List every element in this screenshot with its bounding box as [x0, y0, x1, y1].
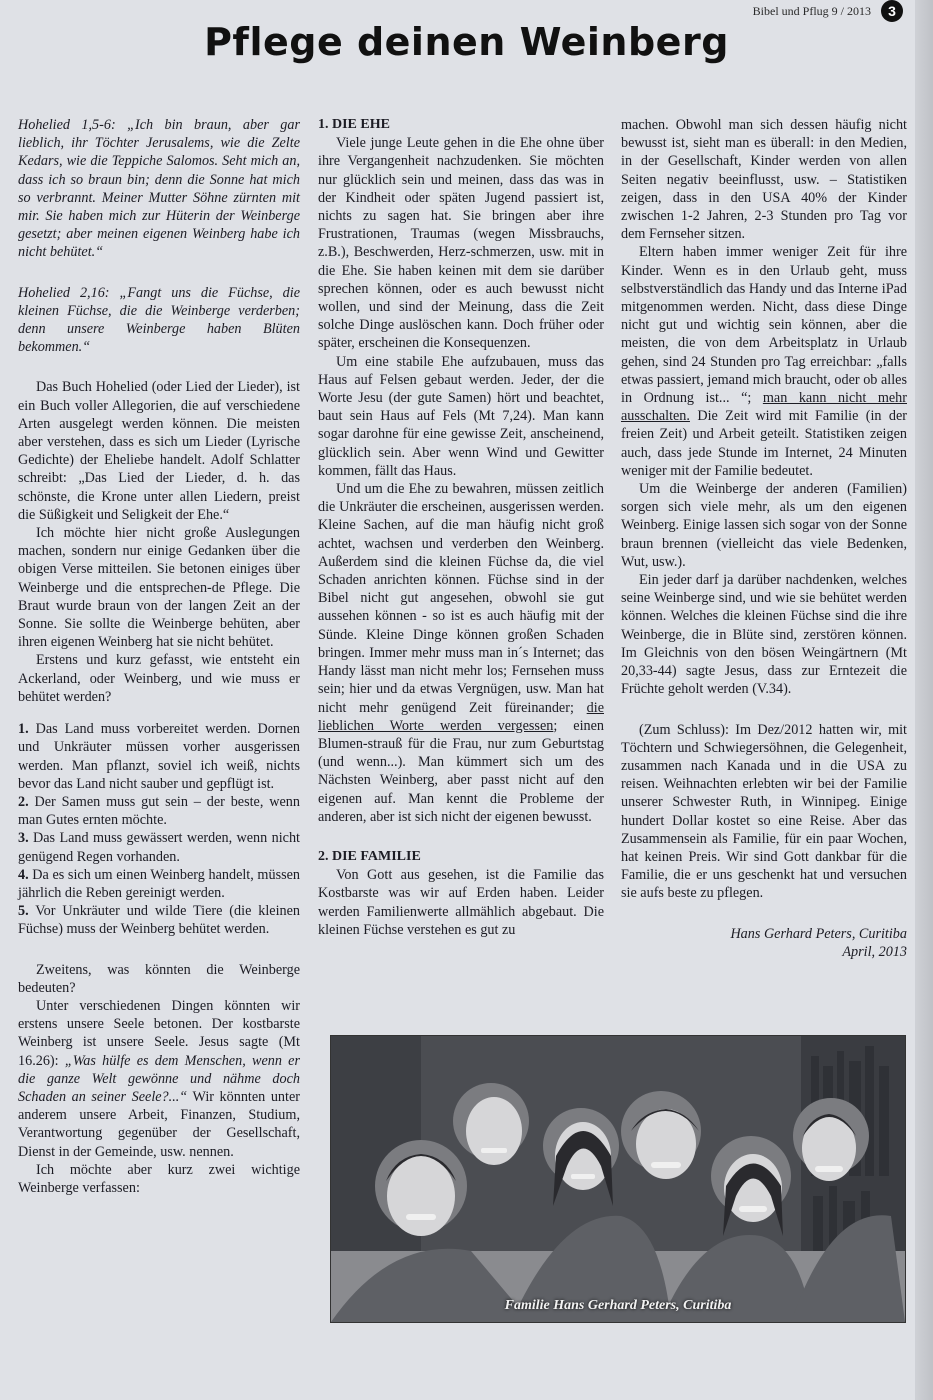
- list-item: 4. Da es sich um einen Weinberg handelt, müssen jährlich die Reben gereinigt werden.: [18, 866, 300, 901]
- list-item: 3. Das Land muss gewässert werden, wenn nicht genügend Regen vorhanden.: [18, 830, 300, 865]
- paragraph: Viele junge Leute gehen in die Ehe ohne über ihre Vergangenheit nachzudenken. Sie möchten nur glücklich sein und meinen, dass das was in der Kindheit oder späten Jugend passiert ist, nichts zu sagen hat. Sie bringen aber ihre Frustrationen, Traumas (wegen Missbrauchs, z.B.), Beschwerden, Herz-schmerzen, usw. mit in die Ehe. Sie haben keinen mit dem sie darüber sprechen können, oder es auch bewusst nicht wollen, und sind der Meinung, dass die Zeit solche Dinge auslöschen kann. Doch früher oder später, erscheinen die Konsequenzen.: [318, 135, 604, 352]
- paragraph: machen. Obwohl man sich dessen häufig nicht bewusst ist, sieht man es überall: in den Medien, in der Gesellschaft, Kinder werden von allen Seiten negativ beeinflusst, usw. – Statistiken zeigen, dass in den USA 40% der Kinder zwischen 1-2 Jahren, 2-3 Stunden pro Tag vor dem Fernseher sitzen.: [621, 117, 907, 243]
- family-photo: [330, 1035, 906, 1323]
- section-heading-familie: 2. DIE FAMILIE: [318, 848, 421, 864]
- paragraph: Eltern haben immer weniger Zeit für ihre Kinder. Wenn es in den Urlaub geht, muss selbstverständlich das Handy und das Interne iPad mitgenommen werden. Nicht, dass diese Dinge nicht gut und wichtig sein können, aber die meisten, die von dem Arbeitsplatz in Urlaub gehen, sind 24 Stunden pro Tag erreichbar: „falls etwas passiert, jemand mich braucht, oder ob alles in Ordnung ist... “; man kann nicht mehr ausschalten. Die Zeit wird mit Familie (in der freien Zeit) und Arbeit geteilt. Statistiken zeigen auch, dass jede Stunde im Internet, 24 Minuten weniger mit der Familie bedeutet.: [621, 244, 907, 479]
- paragraph: Ein jeder darf ja darüber nachdenken, welches seine Weinberge sind, und wie sie behütet werden können. Welches die kleinen Füchse sind die ihre Weinberge, die in Blüte sind, zerstören können. Im Gleichnis von den bösen Weingärtnern (Mt 20,33-44) sagte Jesus, dass zur Erntezeit die Früchte geholt werden (V.34).: [621, 572, 907, 698]
- author-signature: Hans Gerhard Peters, Curitiba: [730, 925, 907, 942]
- section-heading-ehe: 1. DIE EHE: [318, 117, 390, 132]
- numbered-list: [18, 720, 300, 938]
- signature-date: April, 2013: [842, 943, 907, 960]
- column-middle: [318, 116, 604, 939]
- list-item: 1. Das Land muss vorbereitet werden. Dornen und Unkräuter müssen vorher ausgerissen werden. Man pflanzt, soviel ich weiß, nichts bevor das Land nicht sauber und gepflügt ist.: [18, 721, 300, 792]
- paragraph: Um eine stabile Ehe aufzubauen, muss das Haus auf Felsen gebaut werden. Jeder, der die Worte Jesu (der gute Samen) hört und beachtet, baut sein Haus auf Fels (Mt 7,24). Man kann sogar darohne für eine gewisse Zeit, anscheinend, glücklich sein. Aber wenn Wind und Gewitter kommen, fällt das Haus.: [318, 353, 604, 479]
- page-edge: [915, 0, 933, 1400]
- photo-caption: Familie Hans Gerhard Peters, Curitiba: [504, 1298, 732, 1313]
- list-item: 5. Vor Unkräuter und wilde Tiere (die kleinen Füchse) muss der Weinberg behütet werden.: [18, 903, 300, 938]
- page-number-badge: 3: [881, 0, 903, 22]
- issue-info: Bibel und Pflug 9 / 2013: [752, 4, 871, 18]
- paragraph: Ich möchte aber kurz zwei wichtige Weinberge verfassen:: [18, 1161, 300, 1196]
- column-right: [621, 116, 907, 961]
- paragraph: Ich möchte hier nicht große Auslegungen machen, sondern nur einige Gedanken über die obigen Verse mitteilen. Sie betonen einiges über Weinberge und die entsprechen-de Pflege. Die Braut wurde braun von der langen Zeit an der Sonne. Sie sollte die Weinberge behüten, aber ihren eigenen Weinberg hat sie nicht behütet.: [18, 525, 300, 651]
- paragraph: Um die Weinberge der anderen (Familien) sorgen sich viele mehr, als um den eigenen Weinberg. Einige lassen sich sogar von der Sonne braun brennen (vielleicht das viele Bedenken, Wut, usw.).: [621, 481, 907, 570]
- paragraph: Zweitens, was könnten die Weinberge bedeuten?: [18, 961, 300, 996]
- article-title: Pflege deinen Weinberg: [204, 20, 729, 64]
- list-item: 2. Der Samen muss gut sein – der beste, wenn man Gutes ernten möchte.: [18, 793, 300, 829]
- paragraph: Von Gott aus gesehen, ist die Familie das Kostbarste was wir auf Erden haben. Leider werden Familienwerte allmählich abgebaut. Die kleinen Füchse verstehen es gut zu: [318, 867, 604, 938]
- paragraph: (Zum Schluss): Im Dez/2012 hatten wir, mit Töchtern und Schwiegersöhnen, die Gelegenheit, zusammen nach Kanada und in die USA zu reisen. Weihnachten erlebten wir bei der Familie unserer Schwester Ruth, in Winnipeg. Einige hundert Dollar kostet so eine Reise. Aber das Zusammensein als Familie, für ein paar Wochen, hat keinen Preis. Wir sind Gott dankbar für die Familie, die er uns geschenkt hat und versuchen sie aufs beste zu pflegen.: [621, 721, 907, 902]
- bible-quote-2: Hohelied 2,16: „Fangt uns die Füchse, die kleinen Füchse, die die Weinberge verderben; denn unsere Weinberge haben Blüten bekommen.“: [18, 284, 300, 356]
- family-photo-illustration: [331, 1036, 905, 1322]
- paragraph: Das Buch Hohelied (oder Lied der Lieder), ist ein Buch voller Allegorien, die auf verschiedene Arten ausgelegt werden können. Die meisten aber verstehen, dass es sich um Lieder (Lyrische Gedichte) der Eheliebe handelt. Adolf Schlatter schreibt: „Das Lied der Lieder, d. h. das schönste, die Krone unter allen Liedern, preist die Süßigkeit und Seligkeit der Ehe.“: [18, 379, 300, 523]
- column-left: [18, 116, 300, 1197]
- paragraph: Erstens und kurz gefasst, wie entsteht ein Ackerland, oder Weinberg, und wie muss er behütet werden?: [18, 652, 300, 705]
- paragraph: Und um die Ehe zu bewahren, müssen zeitlich die Unkräuter die erscheinen, ausgerissen werden. Kleine Sachen, auf die man häufig nicht groß achtet, wachsen und verderben den Weinberg. Außerdem sind die kleinen Füchse da, die viel Schaden anrichten können. Füchse sind in der Bibel nicht gut angesehen, obwohl sie gut aussehen können - so ist es auch häufig mit der Sünde. Kleine Dinge können großen Schaden bringen. Immer mehr muss man in´s Internet; das Handy lässt man nicht mehr los; Fernsehen muss sein; hier und da etwas Vergnügen, usw. Man hat nicht mehr genügend Zeit füreinander; die lieblichen Worte werden vergessen; einen Blumen-strauß für die Frau, nur zum Geburtstag (und wenn...). Man kümmert sich um des Nächsten Weinberg, aber passt nicht auf den eigenen auf. Man kennt die Probleme der anderen, aber ist sich nicht der eigenen bewusst.: [318, 481, 604, 825]
- paragraph: Unter verschiedenen Dingen könnten wir erstens unsere Seele betonen. Der kostbarste Weinberg ist unsere Seele. Jesus sagte (Mt 16.26): „Was hülfe es dem Menschen, wenn er die ganze Welt gewönne und nähme doch Schaden an seiner Seele?...“ Wir könnten unter anderem unsere Arbeit, Finanzen, Studium, Verantwortung gegenüber der Gesellschaft, Dienst in der Gemeinde, usw. nennen.: [18, 997, 300, 1160]
- bible-quote-1: Hohelied 1,5-6: „Ich bin braun, aber gar lieblich, ihr Töchter Jerusalems, wie die Zelte Kedars, wie die Teppiche Salomos. Seht mich an, dass ich so braun bin; denn die Sonne hat mich so verbrannt. Meiner Mutter Söhne zürnten mit mir. Sie haben mich zur Hüterin der Weinberge gesetzt; aber meinen eigenen Weinberg habe ich nicht behütet.“: [18, 117, 300, 261]
